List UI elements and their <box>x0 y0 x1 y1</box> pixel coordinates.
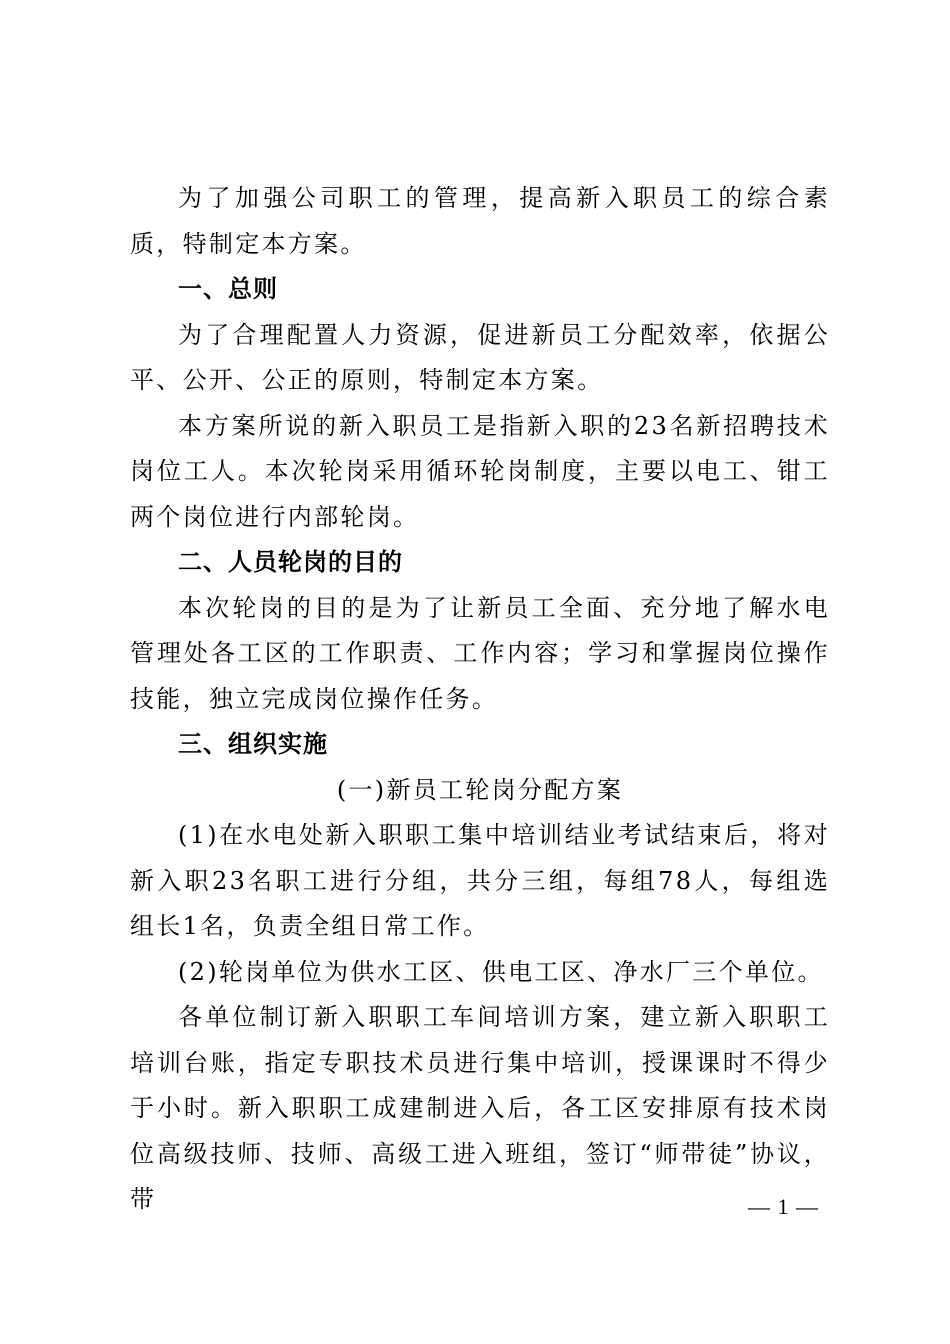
section-heading-purpose: 二、人员轮岗的目的 <box>178 548 403 576</box>
allocation-item-1: (1)在水电处新入职职工集中培训结业考试结束后，将对新入职23名职工进行分组，共分三组，每组78人，每组选组长1名，负责全组日常工作。 <box>130 821 830 940</box>
section-heading-general: 一、总则 <box>178 275 278 303</box>
training-paragraph: 各单位制订新入职职工车间培训方案，建立新入职职工培训台账，指定专职技术员进行集中培训，授课课时不得少于小时。新入职职工成建制进入后，各工区安排原有技术岗位高级技师、技师、高级工进入班组，签订“师带徒”协议，带 <box>130 1003 830 1213</box>
general-paragraph-1: 为了合理配置人力资源，促进新员工分配效率，依据公平、公开、公正的原则，特制定本方案。 <box>130 320 830 394</box>
intro-paragraph: 为了加强公司职工的管理，提高新入职员工的综合素质，特制定本方案。 <box>130 184 830 258</box>
allocation-item-2: (2)轮岗单位为供水工区、供电工区、净水厂三个单位。 <box>178 957 824 986</box>
general-paragraph-2: 本方案所说的新入职员工是指新入职的23名新招聘技术岗位工人。本次轮岗采用循环轮岗制度，主要以电工、钳工两个岗位进行内部轮岗。 <box>130 411 830 531</box>
body-text <box>130 176 830 1223</box>
page-number: — 1 — <box>748 1194 819 1219</box>
subsection-heading-allocation: (一)新员工轮岗分配方案 <box>336 775 624 804</box>
section-heading-implementation: 三、组织实施 <box>178 730 328 758</box>
purpose-paragraph: 本次轮岗的目的是为了让新员工全面、充分地了解水电管理处各工区的工作职责、工作内容；学习和掌握岗位操作技能，独立完成岗位操作任务。 <box>130 593 830 713</box>
